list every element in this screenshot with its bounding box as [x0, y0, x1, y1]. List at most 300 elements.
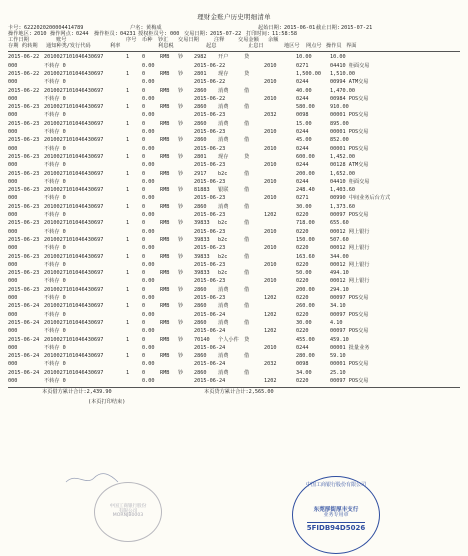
table-cell: 1202 — [264, 328, 277, 335]
seal-branch-name: 东莞厚街厚丰支行 — [313, 506, 359, 513]
table-cell: 2860 — [194, 120, 207, 127]
table-cell: RMB — [160, 120, 170, 127]
table-cell: 0 — [142, 104, 146, 111]
table-cell: 2015-06-23 — [8, 187, 40, 194]
txn-date-label: 交易日期: — [184, 31, 208, 38]
table-cell: 40.00 — [296, 87, 312, 94]
table-cell: 2010 — [264, 178, 277, 185]
col-seq: 序号 — [126, 37, 137, 44]
table-cell: 2010027101046430697 — [44, 336, 104, 343]
table-cell: 2015-06-22 — [194, 95, 226, 102]
table-cell: 消费 — [218, 120, 229, 127]
table-row — [8, 270, 460, 278]
table-cell: 200.00 — [296, 286, 315, 293]
auth-label: 授权柜员号: — [138, 31, 168, 38]
table-cell: 507.60 — [330, 236, 349, 243]
table-cell: 0.00 — [142, 79, 155, 86]
table-cell: b2c — [218, 236, 228, 243]
table-cell: 2010 — [264, 145, 277, 152]
table-cell: 1 — [126, 336, 130, 343]
table-cell: RMB — [160, 369, 170, 376]
table-row — [8, 146, 460, 154]
table-cell: 34.00 — [296, 369, 312, 376]
table-row — [8, 245, 460, 253]
table-cell: 2010 — [264, 129, 277, 136]
table-cell: 0244 — [296, 344, 309, 351]
table-cell: 2010027101046430697 — [44, 104, 104, 111]
table-cell: 2015-06-23 — [8, 270, 40, 277]
table-cell: 不转存 0 — [44, 245, 66, 252]
table-cell: 655.60 — [330, 220, 349, 227]
table-cell: 1 — [126, 153, 130, 160]
table-cell: 不转存 0 — [44, 295, 66, 302]
table-cell: 0.00 — [142, 278, 155, 285]
table-cell: 2860 — [194, 353, 207, 360]
table-cell: 000 — [8, 328, 18, 335]
table-cell: 2015-06-24 — [8, 303, 40, 310]
table-cell: 消费 — [218, 303, 229, 310]
table-cell: 0.00 — [142, 162, 155, 169]
table-cell: 0 — [142, 203, 146, 210]
table-cell: 不转存 0 — [44, 62, 66, 69]
transaction-rows — [8, 54, 460, 386]
table-cell: 30.00 — [296, 203, 312, 210]
table-cell: RMB — [160, 170, 170, 177]
table-cell: 0220 — [296, 328, 309, 335]
table-cell: 2015-06-24 — [8, 319, 40, 326]
table-cell: 0271 — [296, 62, 309, 69]
table-cell: 个人小件 — [218, 336, 239, 343]
table-cell: 消费 — [218, 319, 229, 326]
table-cell: 2015-06-23 — [8, 170, 40, 177]
table-cell: 00001 POS交易 — [330, 145, 369, 152]
table-cell: 0 — [142, 319, 146, 326]
table-cell: 2015-06-23 — [8, 104, 40, 111]
table-cell: 000 — [8, 361, 18, 368]
account-label: 卡号: — [8, 25, 22, 32]
table-cell: 0 — [142, 286, 146, 293]
table-cell: 00097 POS交易 — [330, 212, 369, 219]
table-cell: 1 — [126, 303, 130, 310]
table-cell: RMB — [160, 303, 170, 310]
table-cell: 2015-06-23 — [8, 220, 40, 227]
table-cell: 2010027101046430697 — [44, 369, 104, 376]
table-cell: 2860 — [194, 286, 207, 293]
table-cell: 1 — [126, 104, 130, 111]
table-cell: 15.00 — [296, 120, 312, 127]
table-cell: 钞 — [178, 153, 184, 160]
table-cell: 钞 — [178, 303, 184, 310]
table-cell: 0 — [142, 187, 146, 194]
table-cell: 2010027101046430697 — [44, 303, 104, 310]
table-row — [8, 212, 460, 220]
table-cell: 0.00 — [142, 311, 155, 318]
table-cell: 895.00 — [330, 120, 349, 127]
table-cell: 1 — [126, 170, 130, 177]
table-row — [8, 361, 460, 369]
table-cell: RMB — [160, 319, 170, 326]
table-cell: 2982 — [194, 54, 207, 61]
table-cell: 借 — [244, 87, 250, 94]
col-rollover: 约转期 — [22, 43, 38, 50]
table-cell: 2010 — [264, 95, 277, 102]
branch-label: 操作网点: — [50, 31, 74, 38]
table-cell: 贷 — [244, 71, 250, 77]
table-row — [8, 254, 460, 262]
table-cell: 2860 — [194, 104, 207, 111]
table-cell: 0220 — [296, 212, 309, 219]
totals-footer — [8, 390, 460, 398]
table-cell: 不转存 0 — [44, 145, 66, 152]
table-cell: 银联 — [218, 187, 229, 194]
account-name: 黄梅成 — [146, 25, 162, 32]
table-row — [8, 171, 460, 179]
table-cell: RMB — [160, 87, 170, 94]
table-cell: 0244 — [296, 145, 309, 152]
table-cell: RMB — [160, 187, 170, 194]
table-cell: 2015-06-23 — [194, 129, 226, 136]
table-row — [8, 154, 460, 162]
table-cell: 2015-06-23 — [8, 203, 40, 210]
table-cell: 2015-06-24 — [8, 369, 40, 376]
table-cell: 钞 — [178, 137, 184, 144]
table-cell: 2015-06-22 — [194, 79, 226, 86]
table-row — [8, 195, 460, 203]
table-cell: 0.00 — [142, 295, 155, 302]
table-cell: 2010027101046430697 — [44, 353, 104, 360]
table-cell: 0244 — [296, 178, 309, 185]
table-cell: 2015-06-22 — [194, 62, 226, 69]
table-cell: RMB — [160, 54, 170, 61]
table-cell: 钞 — [178, 187, 184, 194]
table-cell: 000 — [8, 295, 18, 302]
table-cell: 钞 — [178, 336, 184, 343]
table-cell: 000 — [8, 344, 18, 351]
table-cell: 260.00 — [296, 303, 315, 310]
column-header-2 — [8, 44, 460, 50]
table-cell: 2860 — [194, 203, 207, 210]
table-cell: 钞 — [178, 353, 184, 360]
table-row — [8, 187, 460, 195]
table-row — [8, 303, 460, 311]
print-time-label: 打印时间: — [246, 31, 270, 38]
table-cell: 10.00 — [330, 54, 346, 61]
col-branch: 网点号 — [306, 43, 322, 50]
region: 2010 — [34, 31, 47, 38]
table-cell: 00012 网上银行 — [330, 261, 370, 268]
table-cell: 0244 — [296, 95, 309, 102]
table-cell: 借 — [244, 203, 250, 210]
table-cell: 0220 — [296, 228, 309, 235]
table-cell: 0.00 — [142, 95, 155, 102]
col-currency: 币种 — [142, 37, 153, 44]
table-cell: 不转存 0 — [44, 178, 66, 185]
table-cell: 消费 — [218, 353, 229, 360]
seal-ring-text: 中国工商银行股份有限公司 — [305, 482, 366, 488]
table-cell: 150.00 — [296, 236, 315, 243]
table-cell: 1 — [126, 236, 130, 243]
table-cell: 借 — [244, 286, 250, 293]
table-cell: 2860 — [194, 137, 207, 144]
table-row — [8, 179, 460, 187]
table-cell: 消费 — [218, 104, 229, 111]
table-cell: 不转存 0 — [44, 311, 66, 318]
table-cell: 2010027101046430697 — [44, 286, 104, 293]
table-cell: 1 — [126, 369, 130, 376]
table-cell: 39833 — [194, 253, 210, 260]
table-cell: 0.00 — [142, 195, 155, 202]
table-cell: 0 — [142, 153, 146, 160]
table-cell: 贷 — [244, 54, 250, 61]
table-cell: 不转存 0 — [44, 212, 66, 219]
table-cell: 钞 — [178, 319, 184, 326]
table-cell: 不转存 0 — [44, 228, 66, 235]
table-cell: 2015-06-23 — [8, 253, 40, 260]
start-date-label: 起始日期: — [258, 25, 282, 32]
table-cell: 248.40 — [296, 187, 315, 194]
table-cell: 280.00 — [296, 353, 315, 360]
table-cell: 0.00 — [142, 228, 155, 235]
end-note — [8, 400, 460, 408]
table-cell: 0 — [142, 137, 146, 144]
table-cell: 2010027101046430697 — [44, 319, 104, 326]
table-cell: 消费 — [218, 137, 229, 144]
table-cell: 不转存 0 — [44, 129, 66, 136]
col-note: 注释 — [214, 37, 225, 44]
bank-business-seal — [292, 476, 380, 554]
table-cell: 2015-06-23 — [8, 153, 40, 160]
table-cell: 580.00 — [296, 104, 315, 111]
table-cell: 0.00 — [142, 261, 155, 268]
name-label: 户名: — [130, 25, 144, 32]
table-cell: 1202 — [264, 295, 277, 302]
table-cell: 2015-06-24 — [8, 336, 40, 343]
table-cell: RMB — [160, 137, 170, 144]
table-cell: 718.00 — [296, 220, 315, 227]
table-cell: 消费 — [218, 87, 229, 94]
table-cell: 2015-06-24 — [8, 353, 40, 360]
header-rule — [8, 51, 460, 52]
table-cell: 294.10 — [330, 286, 349, 293]
table-cell: 163.60 — [296, 253, 315, 260]
col-notice-type: 通知种类/发行代码 — [46, 43, 91, 50]
table-cell: 2010027101046430697 — [44, 187, 104, 194]
table-cell: 钞 — [178, 270, 184, 277]
table-cell: 000 — [8, 145, 18, 152]
table-cell: 钞 — [178, 286, 184, 293]
table-cell: RMB — [160, 203, 170, 210]
table-cell: 2015-06-23 — [194, 145, 226, 152]
table-cell: 钞 — [178, 220, 184, 227]
table-cell: RMB — [160, 336, 170, 343]
table-cell: 现存 — [218, 153, 229, 160]
table-cell: 600.00 — [296, 153, 315, 160]
table-cell: 000 — [8, 245, 18, 252]
table-cell: 2015-06-23 — [194, 162, 226, 169]
faint-seal-line1: 中国工商银行股份 — [109, 504, 147, 510]
table-cell: 34.10 — [330, 303, 346, 310]
table-cell: 1,403.60 — [330, 187, 355, 194]
table-row — [8, 312, 460, 320]
auth: 000 — [170, 31, 180, 38]
table-cell: 2010 — [264, 162, 277, 169]
table-cell: 000 — [8, 62, 18, 69]
table-cell: 0244 — [296, 162, 309, 169]
col-interest-tax: 利息税 — [158, 43, 174, 50]
table-cell: 不转存 0 — [44, 361, 66, 368]
table-cell: 贷 — [244, 336, 250, 343]
table-row — [8, 262, 460, 270]
table-cell: 0 — [142, 236, 146, 243]
table-cell: 消费 — [218, 286, 229, 293]
table-cell: 00990 中间业务后台方式 — [330, 195, 391, 202]
table-cell: 0271 — [296, 195, 309, 202]
table-row — [8, 345, 460, 353]
table-cell: 04410 柜面交易 — [330, 62, 370, 69]
table-cell: RMB — [160, 153, 170, 160]
table-cell: 2015-06-24 — [194, 328, 226, 335]
table-cell: 不转存 0 — [44, 195, 66, 202]
table-cell: RMB — [160, 104, 170, 111]
table-cell: 000 — [8, 228, 18, 235]
table-cell: 2015-06-23 — [8, 236, 40, 243]
table-cell: 借 — [244, 353, 250, 360]
table-cell: 000 — [8, 278, 18, 285]
table-cell: 钞 — [178, 170, 184, 177]
table-cell: 2010 — [264, 62, 277, 69]
table-cell: 2010027101046430697 — [44, 203, 104, 210]
table-cell: RMB — [160, 286, 170, 293]
faint-seal-line3: MORNJB0003 — [112, 513, 144, 519]
end-date-label: 截止日期: — [316, 25, 340, 32]
table-cell: 1 — [126, 87, 130, 94]
table-cell: 0 — [142, 270, 146, 277]
table-cell: 0.00 — [142, 145, 155, 152]
table-cell: 0220 — [296, 278, 309, 285]
table-row — [8, 54, 460, 62]
table-cell: 000 — [8, 195, 18, 202]
table-cell: 钞 — [178, 120, 184, 127]
table-cell: 00097 POS交易 — [330, 311, 369, 318]
table-cell: 借 — [244, 220, 250, 227]
table-cell: b2c — [218, 220, 228, 227]
table-cell: 借 — [244, 137, 250, 144]
table-cell: 2015-06-22 — [8, 87, 40, 94]
table-cell: 借 — [244, 319, 250, 326]
table-cell: 消费 — [218, 203, 229, 210]
table-cell: 钞 — [178, 253, 184, 260]
table-cell: 0.00 — [142, 377, 155, 384]
credit-total: 本页贷方累计合计:2,565.00 — [204, 389, 274, 396]
table-cell: 00001 POS交易 — [330, 112, 369, 119]
table-row — [8, 287, 460, 295]
table-row — [8, 220, 460, 228]
table-cell: 1,500.00 — [296, 71, 321, 77]
end-date: 2015-07-21 — [341, 25, 373, 32]
table-cell: 4.10 — [330, 319, 343, 326]
table-cell: 0098 — [296, 361, 309, 368]
table-cell: 455.00 — [296, 336, 315, 343]
table-cell: 1,373.60 — [330, 203, 355, 210]
table-cell: 000 — [8, 377, 18, 384]
table-cell: 借 — [244, 236, 250, 243]
table-cell: 2010027101046430697 — [44, 71, 104, 77]
table-cell: 2860 — [194, 303, 207, 310]
table-cell: 2801 — [194, 153, 207, 160]
table-cell: 1 — [126, 319, 130, 326]
table-cell: 2860 — [194, 369, 207, 376]
table-cell: 2032 — [264, 112, 277, 119]
table-cell: 2015-06-23 — [8, 137, 40, 144]
table-cell: 1 — [126, 253, 130, 260]
col-region: 地区号 — [284, 43, 300, 50]
table-cell: 钞 — [178, 369, 184, 376]
table-row — [8, 237, 460, 245]
faint-seal-line2: 有限公司 — [118, 508, 138, 514]
table-cell: 2010027101046430697 — [44, 153, 104, 160]
table-cell: 2010027101046430697 — [44, 236, 104, 243]
table-cell: 2032 — [264, 361, 277, 368]
table-cell: 459.10 — [330, 336, 349, 343]
table-cell: 2015-06-23 — [194, 112, 226, 119]
table-row — [8, 79, 460, 87]
table-cell: 0220 — [296, 377, 309, 384]
table-cell: 494.10 — [330, 270, 349, 277]
table-cell: 1 — [126, 203, 130, 210]
table-cell: 2015-06-23 — [8, 120, 40, 127]
table-cell: 04410 柜面交易 — [330, 178, 370, 185]
col-balance: 余额 — [268, 37, 279, 44]
table-cell: 00128 ATM交易 — [330, 162, 369, 169]
table-cell: 1,510.00 — [330, 71, 355, 77]
table-cell: 现存 — [218, 71, 229, 77]
table-cell: 0.00 — [142, 212, 155, 219]
table-cell: 2015-06-23 — [194, 278, 226, 285]
table-cell: 2010 — [264, 245, 277, 252]
table-cell: 70140 — [194, 336, 210, 343]
table-cell: 200.00 — [296, 170, 315, 177]
table-cell: RMB — [160, 220, 170, 227]
col-value-date: 起息 — [206, 43, 217, 50]
table-cell: 1202 — [264, 212, 277, 219]
table-cell: 00001 POS交易 — [330, 361, 369, 368]
table-cell: 2015-06-23 — [194, 228, 226, 235]
table-cell: 0 — [142, 220, 146, 227]
table-cell: 0244 — [296, 129, 309, 136]
table-cell: 借 — [244, 187, 250, 194]
table-cell: 000 — [8, 261, 18, 268]
table-cell: 2015-06-24 — [194, 311, 226, 318]
table-cell: 0.00 — [142, 328, 155, 335]
region-label: 操作地区: — [8, 31, 32, 38]
table-cell: 0 — [142, 353, 146, 360]
table-cell: 不转存 0 — [44, 278, 66, 285]
table-cell: 2010027101046430697 — [44, 220, 104, 227]
table-row — [8, 129, 460, 137]
table-cell: 贷 — [244, 153, 250, 160]
table-cell: 1 — [126, 71, 130, 77]
table-cell: 钞 — [178, 203, 184, 210]
table-cell: 不转存 0 — [44, 95, 66, 102]
table-row — [8, 204, 460, 212]
table-row — [8, 278, 460, 286]
table-row — [8, 320, 460, 328]
table-row — [8, 121, 460, 129]
table-row — [8, 328, 460, 336]
table-cell: 000 — [8, 311, 18, 318]
table-cell: 0.00 — [142, 361, 155, 368]
table-row — [8, 162, 460, 170]
